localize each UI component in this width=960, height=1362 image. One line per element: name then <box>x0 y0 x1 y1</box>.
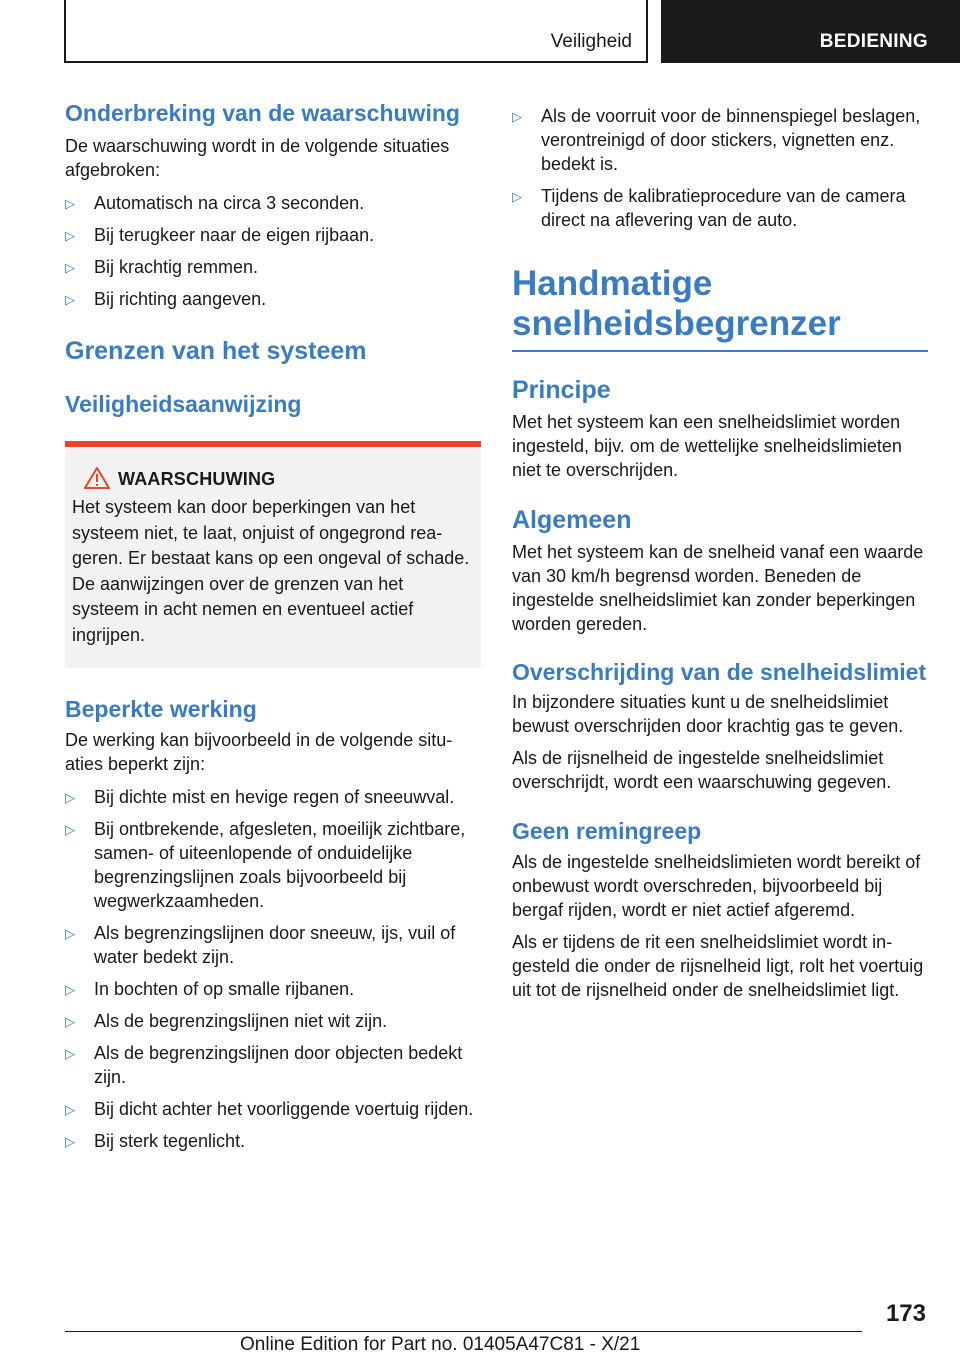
main-heading-block <box>512 264 928 352</box>
chapter-tab: BEDIENING <box>661 0 960 63</box>
heading-grenzen: Grenzen van het systeem <box>65 337 367 365</box>
list-beperkte-werking-continued <box>512 104 928 232</box>
paragraph-algemeen: Met het systeem kan de snelheid vanaf een waarde van 30 km/h begrensd worden. Beneden de ingestelde snelheidslimiet kan zonder beperkingen worden gereden. <box>512 542 924 634</box>
paragraph-overschrijding-1: In bijzondere situaties kunt u de snelheidslimiet bewust overschrijden door krachtig gas te geven. <box>512 692 904 736</box>
right-column <box>512 98 928 1002</box>
list-item: ▷ Bij terugkeer naar de eigen rijbaan. <box>65 223 481 247</box>
triangle-right-icon: ▷ <box>65 261 75 276</box>
warning-triangle-icon <box>84 467 110 489</box>
main-heading-line1: Handmatige <box>512 264 713 303</box>
section-tab: Veiligheid <box>64 0 648 63</box>
list-item: ▷ Bij dicht achter het voorliggende voertuig rijden. <box>65 1097 481 1121</box>
triangle-right-icon: ▷ <box>65 197 75 212</box>
triangle-right-icon: ▷ <box>65 1103 75 1118</box>
list-item: ▷ Bij richting aangeven. <box>65 287 481 311</box>
list-item: ▷ Als begrenzingslijnen door sneeuw, ijs, vuil of water bedekt zijn. <box>65 923 456 967</box>
list-item: ▷ Bij ontbrekende, afgesleten, moeilijk zichtbare, samen- of uiteenlopende of onduidelijke begrenzingslijnen zoals bijvoorbeeld bij wegwerkzaamheden. <box>65 819 466 911</box>
paragraph-geen-remingreep-1: Als de ingestelde snelheidslimieten wordt bereikt of onbewust wordt overschreden, bijvoorbeeld bij bergaf rijden, wordt er niet actief afgeremd. <box>512 852 921 920</box>
triangle-right-icon: ▷ <box>65 1015 75 1030</box>
page-header <box>0 0 960 66</box>
list-item: ▷ Bij krachtig remmen. <box>65 255 481 279</box>
list-item: ▷ Bij dichte mist en hevige regen of sneeuwval. <box>65 785 481 809</box>
main-heading-line2: snelheidsbegrenzer <box>512 304 841 343</box>
list-onderbreking <box>65 191 481 311</box>
page-number: 173 <box>885 1300 926 1327</box>
triangle-right-icon: ▷ <box>65 1047 75 1062</box>
list-item: ▷ Bij sterk tegenlicht. <box>65 1129 481 1153</box>
heading-overschrijding: Overschrijding van de snelheidslimiet <box>512 659 927 685</box>
list-item: ▷ Automatisch na circa 3 seconden. <box>65 191 481 215</box>
list-item: ▷ Als de begrenzingslijnen door objecten bedekt zijn. <box>65 1043 463 1087</box>
warning-block <box>65 441 481 668</box>
triangle-right-icon: ▷ <box>65 791 75 806</box>
heading-onderbreking: Onderbreking van de waarschuwing <box>65 100 460 126</box>
left-column <box>65 98 481 1153</box>
paragraph-overschrijding-2: Als de rijsnelheid de ingestelde snelheidslimiet overschrijdt, wordt een waarschuwing gegeven. <box>512 748 892 792</box>
paragraph-beperkte-werking: De werking kan bijvoorbeeld in de volgende situaties beperkt zijn: <box>65 730 453 774</box>
triangle-right-icon: ▷ <box>65 927 75 942</box>
warning-box <box>65 447 481 668</box>
triangle-right-icon: ▷ <box>512 110 522 125</box>
footer-edition: Online Edition for Part no. 01405A47C81 - X/21 <box>240 1334 641 1355</box>
triangle-right-icon: ▷ <box>65 229 75 244</box>
footer-divider <box>65 1331 862 1332</box>
triangle-right-icon: ▷ <box>65 823 75 838</box>
paragraph-onderbreking: De waarschuwing wordt in de volgende situaties afgebroken: <box>65 136 450 180</box>
paragraph-principe: Met het systeem kan een snelheidslimiet worden ingesteld, bijv. om de wettelijke snelheidslimieten niet te overschrijden. <box>512 412 902 480</box>
triangle-right-icon: ▷ <box>65 293 75 308</box>
heading-algemeen: Algemeen <box>512 506 632 534</box>
triangle-right-icon: ▷ <box>512 190 522 205</box>
list-item: ▷ Als de begrenzingslijnen niet wit zijn. <box>65 1009 481 1033</box>
heading-beperkte-werking: Beperkte werking <box>65 696 257 722</box>
heading-principe: Principe <box>512 376 611 404</box>
warning-text: Het systeem kan door beperkingen van het systeem niet, te laat, onjuist of ongegrond reageren. Er bestaat kans op een ongeval of schade. De aanwijzingen over de grenzen van het systeem in acht nemen en eventueel actief ingrijpen. <box>72 497 470 645</box>
paragraph-geen-remingreep-2: Als er tijdens de rit een snelheidslimiet wordt ingesteld die onder de rijsnelheid ligt, rolt het voertuig uit tot de rijsnelheid onder de snelheidslimiet ligt. <box>512 932 924 1000</box>
warning-title: WAARSCHUWING <box>118 469 276 489</box>
triangle-right-icon: ▷ <box>65 1135 75 1150</box>
list-beperkte-werking <box>65 785 481 1153</box>
triangle-right-icon: ▷ <box>65 983 75 998</box>
list-item: ▷ Als de voorruit voor de binnenspiegel beslagen, verontreinigd of door stickers, vignetten enz. bedekt is. <box>512 106 921 174</box>
heading-geen-remingreep: Geen remingreep <box>512 818 702 844</box>
list-item: ▷ Tijdens de kalibratieprocedure van de camera direct na aflevering van de auto. <box>512 186 906 230</box>
warning-header <box>72 467 473 493</box>
heading-veiligheidsaanwijzing: Veiligheidsaanwijzing <box>65 391 302 417</box>
list-item: ▷ In bochten of op smalle rijbanen. <box>65 977 481 1001</box>
